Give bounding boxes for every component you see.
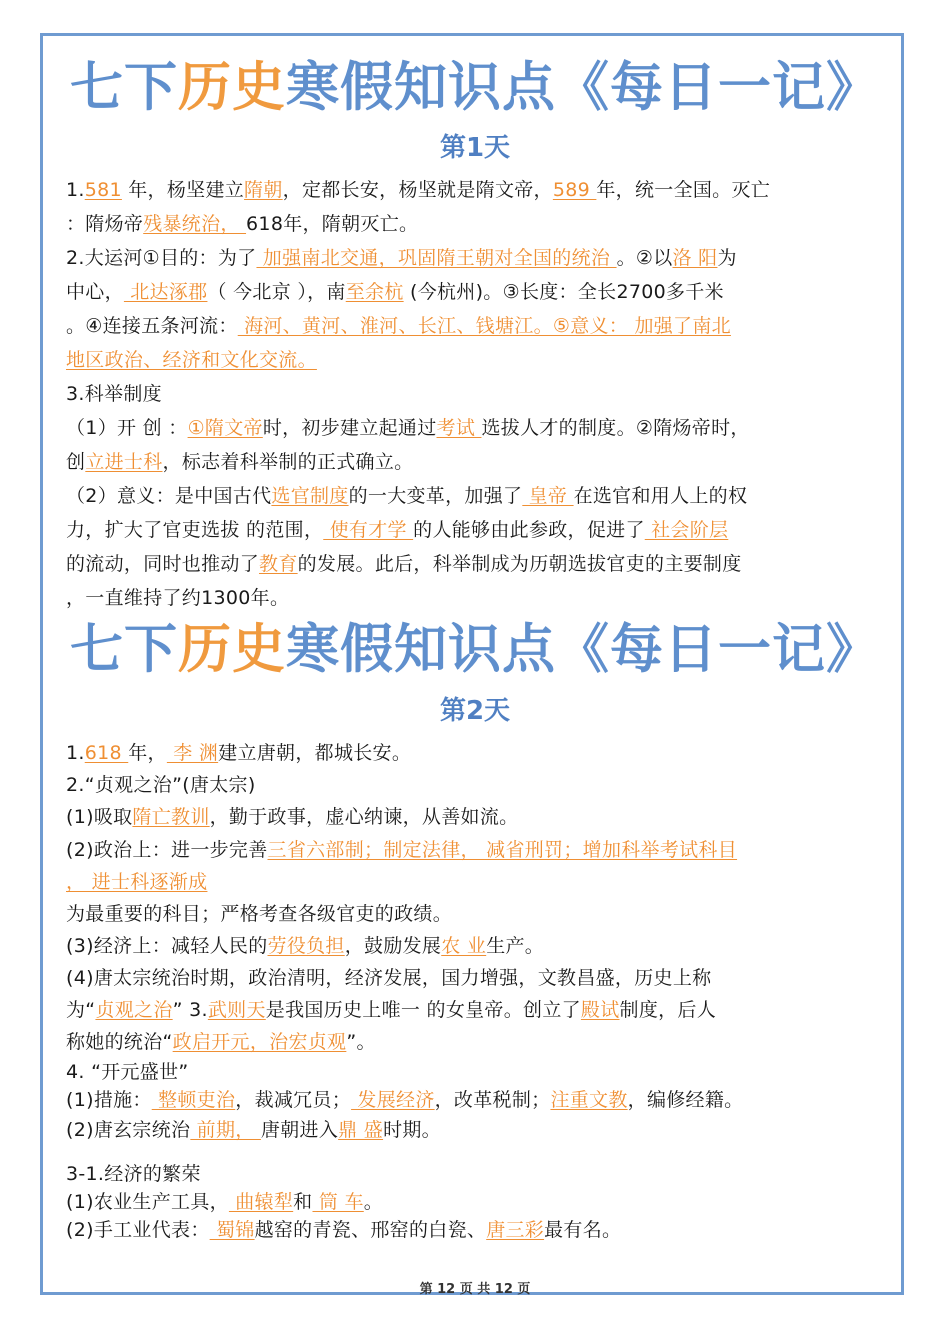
fill-in-answer: 曲辕犁	[228, 1191, 294, 1213]
day2-line-10	[66, 1028, 886, 1056]
text-segment: 2.“贞观之治”(唐太宗)	[66, 774, 256, 796]
day2-line-7	[66, 932, 886, 960]
text-segment: 称她的统治“	[66, 1031, 173, 1053]
day1-heading: 第1天	[439, 133, 511, 163]
text-segment: ，定都长安，杨坚就是隋文帝，	[282, 179, 553, 201]
text-segment: （1）开 创 ：	[66, 417, 188, 439]
text-segment: (今杭州)。③长度：全长2700多千米	[403, 281, 724, 303]
text-segment: 选拔人才的制度。②隋炀帝时，	[481, 417, 750, 439]
day1-line-1	[66, 176, 886, 204]
text-segment: ” 3.	[172, 999, 208, 1021]
text-segment: 生产。	[486, 935, 545, 957]
text-segment: 时，初步建立起通过	[262, 417, 437, 439]
text-segment: 3-1.经济的繁荣	[66, 1163, 201, 1185]
fill-in-answer: 残暴统治，	[143, 213, 247, 235]
fill-in-answer: 政启开元，治宏贞观	[172, 1031, 347, 1053]
text-segment: 中心，	[66, 281, 124, 303]
text-segment: ，裁减冗员；	[235, 1089, 352, 1111]
fill-in-answer: 三省六部制；制定法律， 减省刑罚；增加科举考试科目	[267, 839, 738, 861]
day1-line-13	[66, 584, 886, 612]
fill-in-answer: 考试	[436, 417, 482, 439]
fill-in-answer: 海河、黄河、淮河、长江、钱塘江。⑤意义： 加强了南北	[237, 315, 731, 337]
text-segment: 制度，后人	[619, 999, 717, 1021]
day1-line-3	[66, 244, 886, 272]
page-title-day2	[40, 618, 910, 682]
fill-in-answer: 立进士科	[85, 451, 163, 473]
text-segment: 的流动，同时也推动了	[66, 553, 260, 575]
text-segment: (1)农业生产工具，	[66, 1191, 229, 1213]
fill-in-answer: 使有才学	[323, 519, 414, 541]
fill-in-answer: 蜀锦	[209, 1219, 255, 1241]
fill-in-answer: 618	[84, 742, 129, 764]
day2-line-16	[66, 1216, 886, 1244]
text-segment: 为“	[66, 999, 96, 1021]
fill-in-answer: 隋朝	[244, 179, 283, 201]
text-segment: 。④连接五条河流：	[66, 315, 238, 337]
text-segment: ：隋炀帝	[66, 213, 144, 235]
fill-in-answer: 581	[84, 179, 122, 201]
fill-in-answer: ①隋文帝	[187, 417, 263, 439]
day1-line-2	[66, 210, 886, 238]
text-segment: 3.科举制度	[66, 383, 162, 405]
title-part1: 七下	[70, 57, 178, 118]
fill-in-answer: 筒 车	[312, 1191, 364, 1213]
day1-line-11	[66, 516, 886, 544]
fill-in-answer: 教育	[259, 553, 298, 575]
text-segment: 是我国历史上唯一 的女皇帝。创立了	[265, 999, 581, 1021]
text-segment: 年，杨坚建立	[121, 179, 245, 201]
fill-in-answer: 589	[552, 179, 597, 201]
text-segment: 为最重要的科目；严格考查各级官吏的政绩。	[66, 903, 453, 925]
text-segment: 1.	[66, 179, 85, 201]
text-segment: (1)措施：	[66, 1089, 152, 1111]
fill-in-answer: 前期，	[190, 1119, 261, 1141]
fill-in-answer: 皇帝	[522, 485, 574, 507]
text-segment: 4. “开元盛世”	[66, 1061, 189, 1083]
day2-line-4	[66, 836, 886, 864]
day2-line-1	[66, 739, 886, 767]
text-segment: 1.	[66, 742, 85, 764]
text-segment: 创	[66, 451, 86, 473]
text-segment: (2)唐玄宗统治	[66, 1119, 191, 1141]
day1-line-9	[66, 448, 886, 476]
text-segment: ”。	[346, 1031, 376, 1053]
title-part1: 七下	[70, 619, 178, 680]
text-segment: ，编修经籍。	[627, 1089, 744, 1111]
text-segment: ，鼓励发展	[344, 935, 442, 957]
text-segment: 在选官和用人上的权	[573, 485, 748, 507]
text-segment: ，一直维持了约1300年。	[66, 587, 290, 609]
day1-line-7	[66, 380, 886, 408]
text-segment: 唐朝进入	[260, 1119, 339, 1141]
page-title-day1	[40, 56, 910, 120]
day2-line-9	[66, 996, 886, 1024]
text-segment: （ 今北京 ），南	[207, 281, 346, 303]
day2-line-11	[66, 1058, 886, 1086]
text-segment: (2)政治上：进一步完善	[66, 839, 268, 861]
text-segment: ，勤于政事，虚心纳谏，从善如流。	[209, 806, 519, 828]
fill-in-answer: 地区政治、经济和文化交流。	[66, 349, 317, 371]
fill-in-answer: 加强南北交通，巩固隋王朝对全国的统治	[256, 247, 617, 269]
fill-in-answer: 劳役负担	[267, 935, 345, 957]
day1-line-6	[66, 346, 886, 374]
day2-line-5	[66, 868, 886, 896]
text-segment: 2.大运河①目的：为了	[66, 247, 257, 269]
fill-in-answer: 至余杭	[345, 281, 404, 303]
day2-line-3	[66, 803, 886, 831]
day2-heading: 第2天	[439, 696, 511, 726]
text-segment: 和	[293, 1191, 313, 1213]
text-segment: 为	[717, 247, 737, 269]
day2-line-8	[66, 964, 886, 992]
title-part2: 历史	[178, 57, 286, 118]
fill-in-answer: 洛 阳	[672, 247, 718, 269]
day2-line-12	[66, 1086, 886, 1114]
day1-line-5	[66, 312, 886, 340]
text-segment: (1)吸取	[66, 806, 133, 828]
text-segment: 力，扩大了官吏选拔 的范围，	[66, 519, 324, 541]
text-segment: 时期。	[383, 1119, 441, 1141]
text-segment: ，标志着科举制的正式确立。	[162, 451, 414, 473]
fill-in-answer: 鼎 盛	[338, 1119, 384, 1141]
text-segment: 年，	[128, 742, 167, 764]
fill-in-answer: 整顿吏治	[151, 1089, 236, 1111]
fill-in-answer: 隋亡教训	[132, 806, 210, 828]
page-footer: 第 12 页 共 12 页	[419, 1282, 531, 1297]
text-segment: 的人能够由此参政，促进了	[413, 519, 645, 541]
text-segment: ，改革税制；	[434, 1089, 551, 1111]
text-segment: (3)经济上：减轻人民的	[66, 935, 268, 957]
text-segment: 。	[363, 1191, 384, 1213]
day2-line-6	[66, 900, 886, 928]
text-segment: 的发展。此后，科举制成为历朝选拔官吏的主要制度	[297, 553, 742, 575]
fill-in-answer: 选官制度	[271, 485, 349, 507]
day1-line-8	[66, 414, 886, 442]
text-segment: 618年，隋朝灭亡。	[246, 213, 419, 235]
text-segment: (2)手工业代表：	[66, 1219, 210, 1241]
fill-in-answer: 殿试	[580, 999, 620, 1021]
day2-line-14	[66, 1160, 886, 1188]
fill-in-answer: ， 进士科逐渐成	[66, 871, 208, 893]
fill-in-answer: 农 业	[441, 935, 487, 957]
title-part3: 寒假知识点《每日一记》	[286, 619, 880, 680]
text-segment: 建立唐朝，都城长安。	[218, 742, 412, 764]
fill-in-answer: 唐三彩	[486, 1219, 545, 1241]
day1-line-4	[66, 278, 886, 306]
fill-in-answer: 李 渊	[166, 742, 219, 764]
title-part2: 历史	[178, 619, 286, 680]
day1-line-10	[66, 482, 886, 510]
day2-line-13	[66, 1116, 886, 1144]
text-segment: 最有名。	[544, 1219, 622, 1241]
text-segment: 。②以	[616, 247, 673, 269]
fill-in-answer: 发展经济	[351, 1089, 435, 1111]
text-segment: 越窑的青瓷、邢窑的白瓷、	[254, 1219, 487, 1241]
fill-in-answer: 武则天	[207, 999, 266, 1021]
fill-in-answer: 贞观之治	[95, 999, 173, 1021]
text-segment: (4)唐太宗统治时期，政治清明，经济发展，国力增强，文教昌盛，历史上称	[66, 967, 712, 989]
text-segment: 年，统一全国。灭亡	[596, 179, 771, 201]
day2-line-15	[66, 1188, 886, 1216]
fill-in-answer: 北达涿郡	[123, 281, 208, 303]
text-segment: （2）意义：是中国古代	[66, 485, 272, 507]
text-segment: 的一大变革，加强了	[348, 485, 523, 507]
fill-in-answer: 注重文教	[550, 1089, 628, 1111]
title-part3: 寒假知识点《每日一记》	[286, 57, 880, 118]
day2-line-2	[66, 771, 886, 799]
day1-line-12	[66, 550, 886, 578]
fill-in-answer: 社会阶层	[644, 519, 729, 541]
